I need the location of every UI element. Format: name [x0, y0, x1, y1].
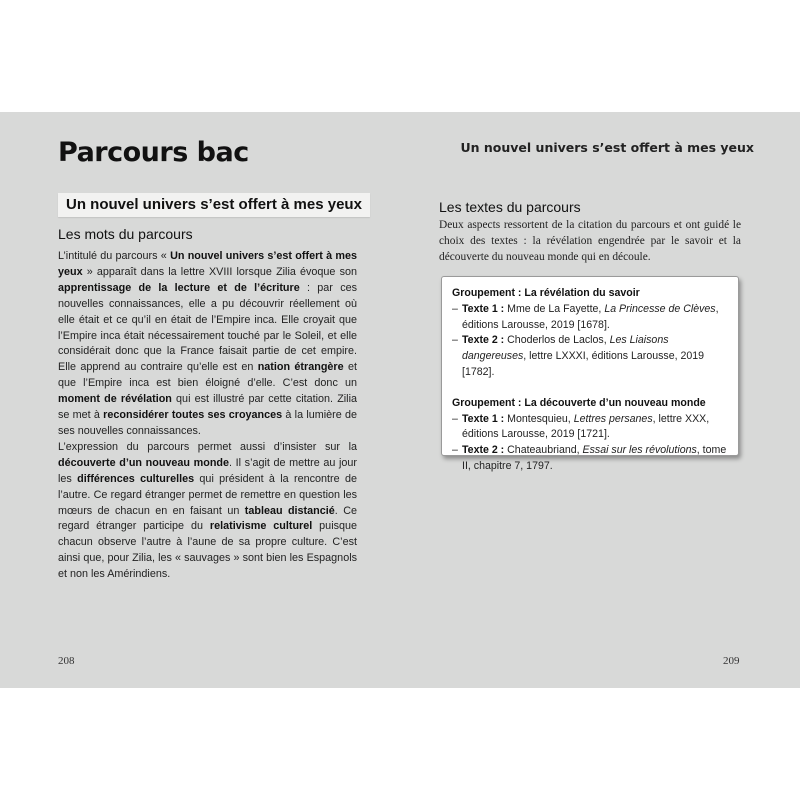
dash-bullet: –: [452, 444, 458, 457]
text-run: » apparaît dans la lettre XVIII lorsque Zilia évoque son: [82, 265, 357, 278]
text-run: qui est illustré par cette citation. Zilia se met à: [58, 393, 357, 422]
list-item: [452, 443, 728, 475]
paragraph-2: [58, 440, 357, 583]
item-author: Montesquieu,: [504, 412, 574, 425]
text-run: . Il s’agit de mettre au jour les: [58, 456, 357, 485]
left-subtitle: Les mots du parcours: [58, 226, 193, 242]
bold-term: tableau distancié: [244, 504, 335, 517]
text-run: qui président à la rencontre de l’autre. Ce regard étranger permet de remettre en question les mœurs de chacun en en faisant un: [58, 472, 357, 517]
dash-bullet: –: [452, 334, 458, 347]
bold-term: moment de révélation: [58, 393, 172, 406]
item-details: , lettre XXX, éditions Larousse, 2019 [1721].: [462, 412, 710, 441]
bold-term: relativisme culturel: [209, 520, 313, 533]
texts-box: [441, 276, 739, 472]
item-author: Choderlos de Laclos,: [504, 334, 610, 347]
item-author: Chateaubriand,: [504, 444, 583, 457]
bold-term: découverte d’un nouveau monde: [58, 456, 230, 469]
item-author: Mme de La Fayette,: [504, 302, 605, 315]
group-title: Groupement : La révélation du savoir: [452, 287, 640, 299]
topic-banner: Un nouvel univers s’est offert à mes yeux: [58, 193, 370, 217]
text-run: . Ce regard étranger participe du: [58, 504, 357, 533]
text-run: : par ces nouvelles connaissances, elle a pu découvrir réellement où elle était et ce qu’il en était de l’Empire inca. Elle croyait que l’Empire inca était nécessairement touché par le Soleil, et elle considérait donc que la France faisait partie de cet empire. Elle apprend au contraire qu’elle est en: [58, 281, 357, 374]
group-title: Groupement : La découverte d’un nouveau monde: [452, 396, 706, 409]
bold-term: nation étrangère: [257, 361, 344, 374]
item-work: Essai sur les révolutions: [582, 444, 697, 457]
right-intro-text: Deux aspects ressortent de la citation du parcours et ont guidé le choix des textes : la révélation engendrée par le savoir et la découverte du nouveau monde qui en découle.: [439, 219, 741, 263]
item-label: Texte 2 :: [462, 444, 505, 457]
page-number-left: 208: [58, 655, 75, 667]
list-item: [452, 302, 728, 334]
dash-bullet: –: [452, 302, 458, 315]
page-number-right: 209: [723, 655, 740, 667]
item-label: Texte 1 :: [462, 412, 505, 425]
item-label: Texte 2 :: [462, 334, 505, 347]
item-work: Les Liaisons dangereuses: [462, 334, 669, 363]
bold-term: Un nouvel univers s’est offert à mes yeux: [58, 250, 357, 278]
list-item: [452, 412, 728, 444]
item-details: , lettre LXXXI, éditions Larousse, 2019 [1782].: [462, 350, 705, 378]
text-run: et que l’Empire inca est bien éloigné d’elle. C’est donc un: [58, 361, 357, 390]
left-body-text: [58, 249, 357, 583]
item-label: Texte 1 :: [462, 302, 505, 315]
running-head: Un nouvel univers s’est offert à mes yeux: [460, 140, 754, 155]
bold-term: reconsidérer toutes ses croyances: [103, 409, 283, 422]
text-run: L’intitulé du parcours «: [58, 250, 171, 262]
text-run: puisque chacun observe l’autre à l’aune de sa propre culture. C’est ainsi que, pour Zilia, les « sauvages » sont bien les Espagnols et non les Amérindiens.: [58, 520, 358, 581]
spacer: [452, 381, 728, 396]
paragraph-1: [58, 249, 357, 440]
text-run: à la lumière de ses nouvelles connaissances.: [58, 409, 357, 437]
item-work: Lettres persanes: [573, 412, 653, 425]
item-work: La Princesse de Clèves: [604, 302, 716, 315]
text-run: L’expression du parcours permet aussi d’insister sur la: [58, 440, 357, 453]
list-item: [452, 333, 728, 380]
bold-term: différences culturelles: [77, 472, 195, 485]
dash-bullet: –: [452, 412, 458, 425]
item-details: , éditions Larousse, 2019 [1678].: [462, 302, 719, 331]
item-details: , tome II, chapitre 7, 1797.: [462, 444, 727, 472]
right-subtitle: Les textes du parcours: [439, 199, 581, 215]
section-title: Parcours bac: [58, 137, 249, 168]
bold-term: apprentissage de la lecture et de l’écriture: [58, 281, 300, 294]
